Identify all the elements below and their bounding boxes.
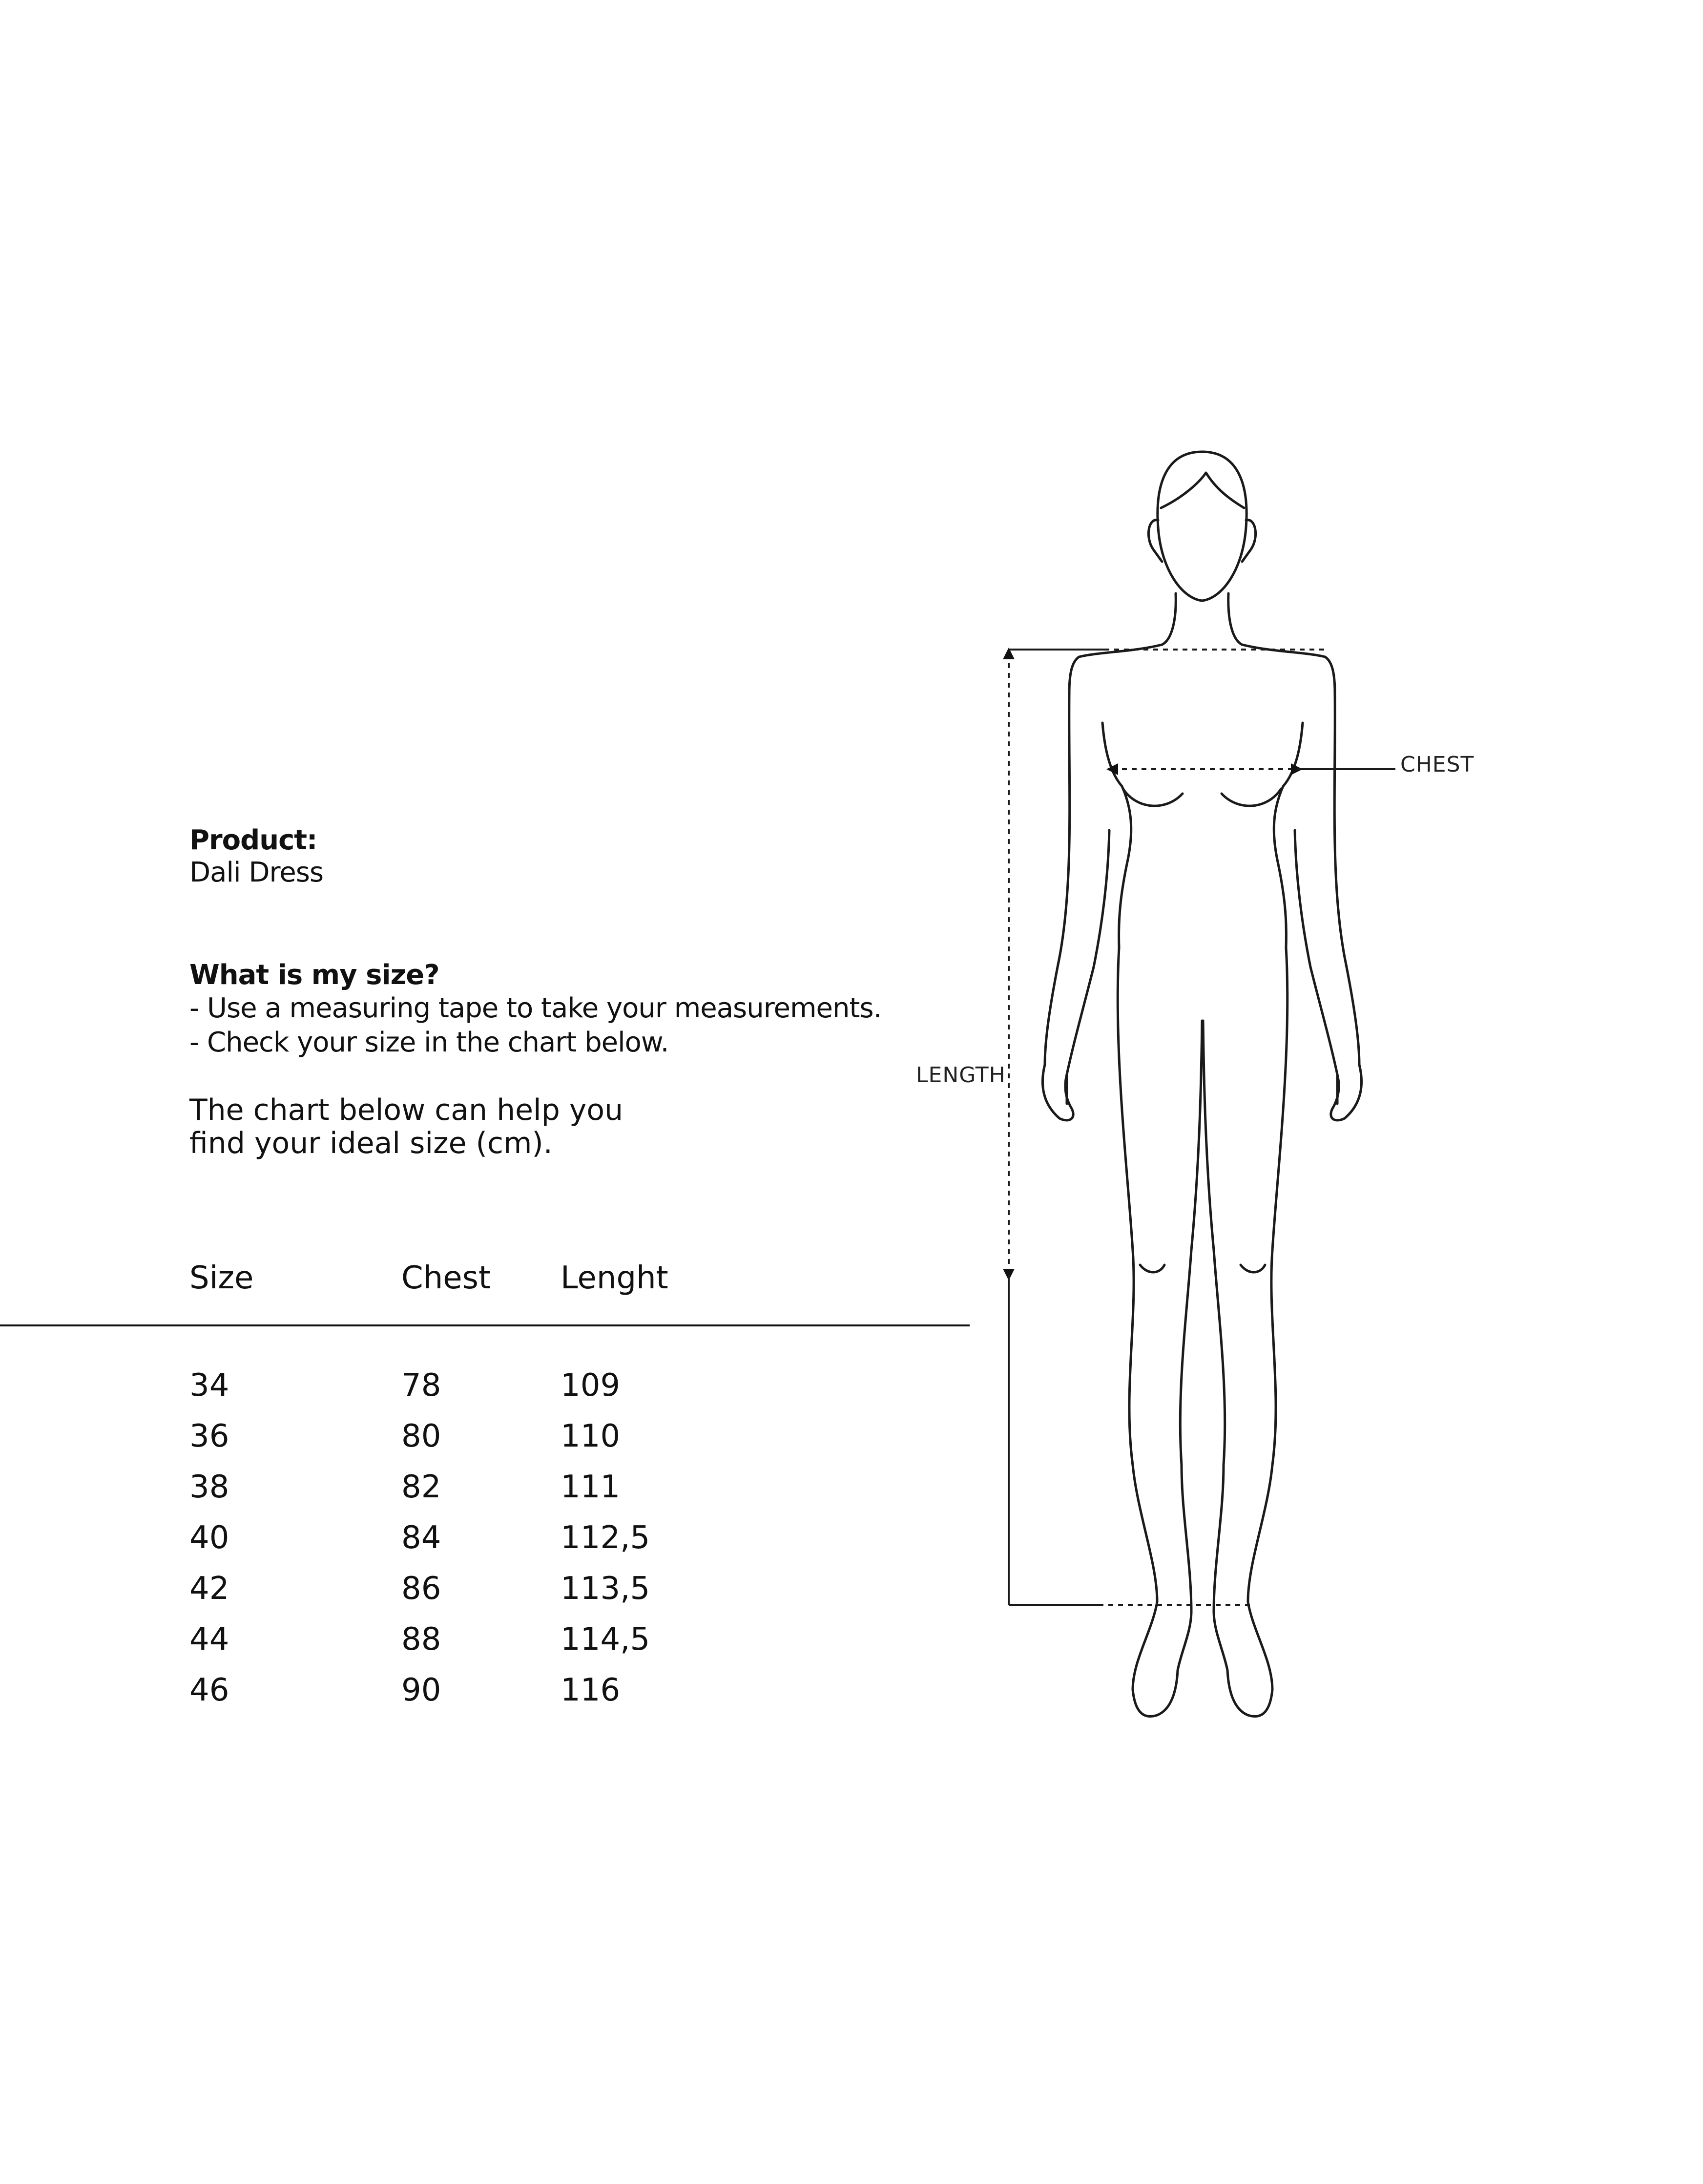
guide-step-1: - Use a measuring tape to take your measurements. bbox=[189, 992, 882, 1024]
length-cell: 114,5 bbox=[561, 1621, 650, 1658]
chest-label: CHEST bbox=[1400, 752, 1475, 777]
length-cell: 111 bbox=[561, 1469, 621, 1505]
figure-legs bbox=[1118, 947, 1288, 1716]
length-cell: 110 bbox=[561, 1418, 621, 1454]
length-cell: 109 bbox=[561, 1367, 621, 1404]
figure-torso bbox=[1069, 593, 1335, 947]
size-cell: 34 bbox=[189, 1367, 229, 1404]
guide-step-2: - Check your size in the chart below. bbox=[189, 1027, 669, 1058]
column-header-size: Size bbox=[189, 1260, 254, 1296]
column-header-chest: Chest bbox=[401, 1260, 491, 1296]
chest-cell: 86 bbox=[401, 1571, 441, 1607]
length-cell: 112,5 bbox=[561, 1520, 650, 1556]
guide-note-line-2: find your ideal size (cm). bbox=[189, 1126, 553, 1160]
chest-cell: 84 bbox=[401, 1520, 441, 1556]
product-name: Dali Dress bbox=[189, 857, 324, 888]
size-cell: 44 bbox=[189, 1621, 229, 1658]
column-header-length: Lenght bbox=[561, 1260, 668, 1296]
size-cell: 46 bbox=[189, 1672, 229, 1708]
figure-head bbox=[1148, 452, 1255, 601]
chest-cell: 90 bbox=[401, 1672, 441, 1708]
length-cell: 116 bbox=[561, 1672, 621, 1708]
size-guide-heading: What is my size? bbox=[189, 959, 439, 991]
chest-cell: 82 bbox=[401, 1469, 441, 1505]
chest-cell: 80 bbox=[401, 1418, 441, 1454]
size-cell: 36 bbox=[189, 1418, 229, 1454]
length-cell: 113,5 bbox=[561, 1571, 650, 1607]
size-cell: 42 bbox=[189, 1571, 229, 1607]
length-label: LENGTH bbox=[916, 1063, 1006, 1088]
chest-cell: 78 bbox=[401, 1367, 441, 1404]
guide-note-line-1: The chart below can help you bbox=[189, 1093, 623, 1127]
size-cell: 38 bbox=[189, 1469, 229, 1505]
chest-cell: 88 bbox=[401, 1621, 441, 1658]
size-cell: 40 bbox=[189, 1520, 229, 1556]
product-heading: Product: bbox=[189, 824, 317, 856]
